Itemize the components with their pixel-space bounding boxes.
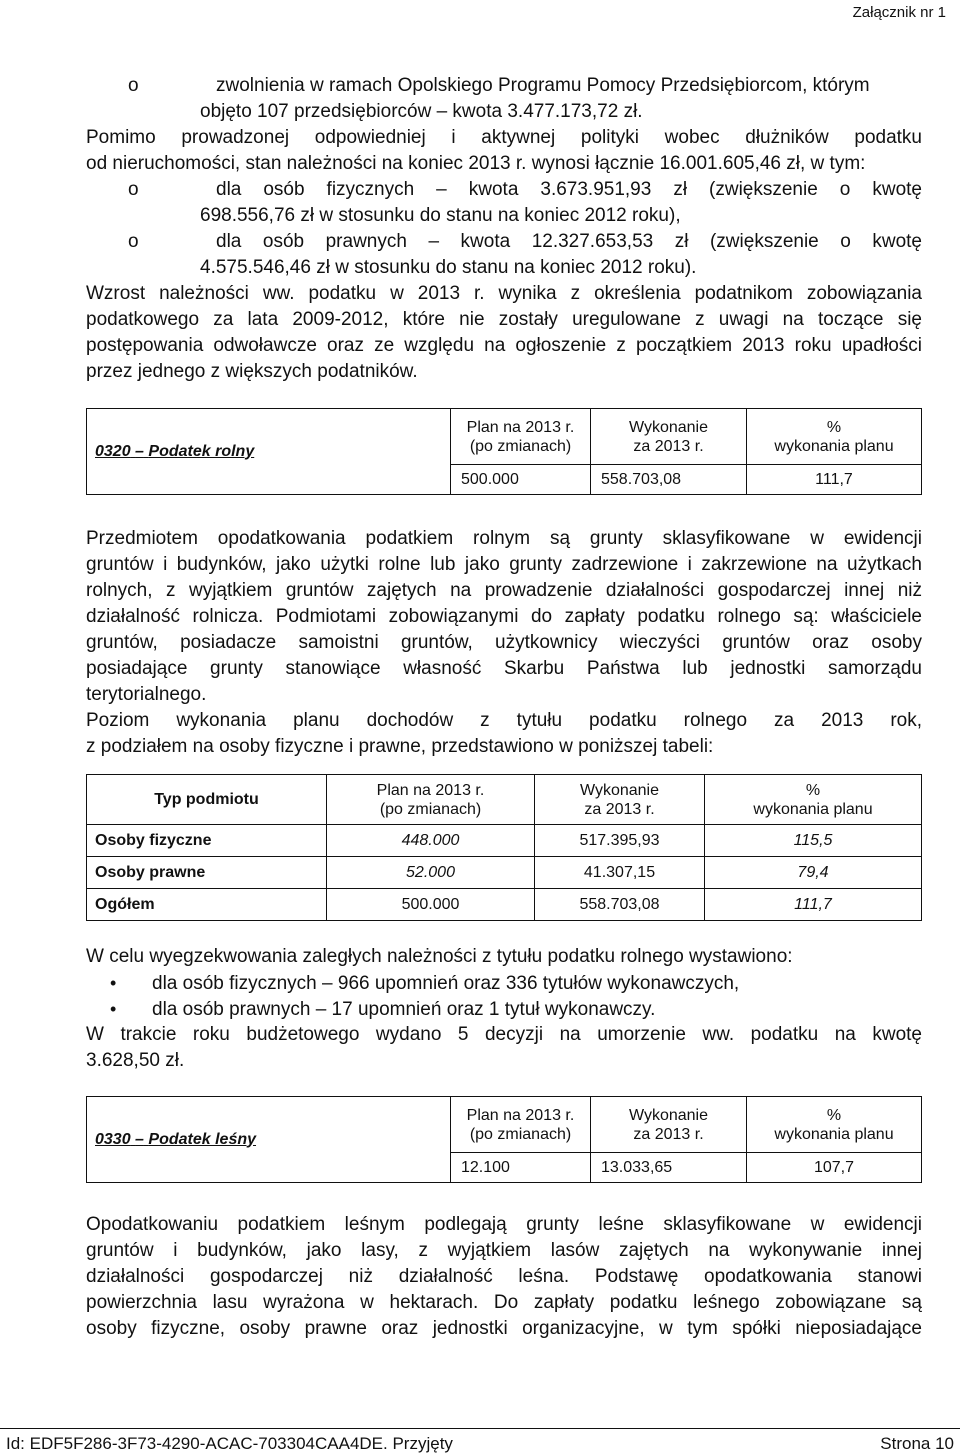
row-label: Osoby prawne xyxy=(87,857,327,889)
growth-line-4: przez jednego z większych podatników. xyxy=(86,361,418,382)
row-exec: 41.307,15 xyxy=(535,857,705,889)
exec-header: Wykonanie za 2013 r. xyxy=(591,409,747,465)
bullet-marker: o xyxy=(128,179,139,200)
sub-bullet-legal xyxy=(128,229,922,255)
growth-line-1: Wzrost należności ww. podatku w 2013 r. wynika z określenia podatnikom zobowiązania xyxy=(86,283,922,304)
exec-header: Wykonanie za 2013 r. xyxy=(591,1097,747,1153)
rolny-line-6: posiadające grunty stanowiące własność Skarbu Państwa lub jednostki samorządu xyxy=(86,658,922,679)
intro-bullet-1-line-1: zwolnienia w ramach Opolskiego Programu Pomocy Przedsiębiorcom, którym xyxy=(216,75,870,96)
lesny-line-3: działalności gospodarczej niż działalność leśna. Podstawę opodatkowania stanowi xyxy=(86,1266,922,1287)
decisions-line-2: 3.628,50 zł. xyxy=(86,1050,185,1071)
table-row xyxy=(87,825,922,857)
section-0320-pct: 111,7 xyxy=(747,465,922,495)
footer-divider xyxy=(0,1428,960,1429)
row-plan: 448.000 xyxy=(327,825,535,857)
lesny-line-5: osoby fizyczne, osoby prawne oraz jednostki organizacyjne, w tym spółki nieposiadające xyxy=(86,1318,922,1339)
section-0320-plan: 500.000 xyxy=(451,465,591,495)
intro-paragraph-line-2: od nieruchomości, stan należności na koniec 2013 r. wynosi łącznie 16.001.605,46 zł, w tym: xyxy=(86,153,866,174)
intro-paragraph-line-1: Pomimo prowadzonej odpowiedniej i aktywnej polityki wobec dłużników podatku xyxy=(86,127,922,148)
collection-intro: W celu wyegzekwowania zaległych należności z tytułu podatku rolnego wystawiono: xyxy=(86,946,793,967)
intro-bullet-1-line-2: objęto 107 przedsiębiorców – kwota 3.477.173,72 zł. xyxy=(200,101,643,122)
col-type-header: Typ podmiotu xyxy=(87,775,327,825)
decisions-line-1: W trakcie roku budżetowego wydano 5 decyzji na umorzenie ww. podatku na kwotę xyxy=(86,1024,922,1045)
section-0330-pct: 107,7 xyxy=(747,1153,922,1183)
rolny-line-9: z podziałem na osoby fizyczne i prawne, przedstawiono w poniższej tabeli: xyxy=(86,736,714,757)
section-0330-exec: 13.033,65 xyxy=(591,1153,747,1183)
sub-bullet-legal-line-1: dla osób prawnych – kwota 12.327.653,53 zł (zwiększenie o kwotę xyxy=(216,231,922,252)
row-exec: 517.395,93 xyxy=(535,825,705,857)
footer-document-id: Id: EDF5F286-3F73-4290-ACAC-703304CAA4DE. Przyjęty xyxy=(6,1434,453,1453)
growth-line-2: podatkowego za lata 2009-2012, które nie zostały uregulowane z uwagi na toczące się xyxy=(86,309,922,330)
row-plan: 52.000 xyxy=(327,857,535,889)
payer-type-table xyxy=(86,774,922,921)
lesny-line-1: Opodatkowaniu podatkiem leśnym podlegają grunty leśne sklasyfikowane w ewidencji xyxy=(86,1214,922,1235)
rolny-line-1: Przedmiotem opodatkowania podatkiem rolnym są grunty sklasyfikowane w ewidencji xyxy=(86,528,922,549)
lesny-line-2: gruntów i budynków, jako lasy, z wyjątkiem lasów zajętych na wykonywanie innej xyxy=(86,1240,922,1261)
sub-bullet-legal-line-2: 4.575.546,46 zł w stosunku do stanu na koniec 2012 roku). xyxy=(200,257,697,278)
section-0330-title: 0330 – Podatek leśny xyxy=(87,1097,451,1183)
row-label: Ogółem xyxy=(87,889,327,921)
sub-bullet-physical-line-2: 698.556,76 zł w stosunku do stanu na koniec 2012 roku), xyxy=(200,205,681,226)
rolny-line-8: Poziom wykonania planu dochodów z tytułu podatku rolnego za 2013 rok, xyxy=(86,710,922,731)
row-pct: 115,5 xyxy=(705,825,922,857)
pct-header: % wykonania planu xyxy=(705,775,922,825)
table-row xyxy=(87,857,922,889)
bullet-icon: • xyxy=(110,999,117,1019)
plan-header: Plan na 2013 r. (po zmianach) xyxy=(327,775,535,825)
exec-header: Wykonanie za 2013 r. xyxy=(535,775,705,825)
rolny-line-4: działalność rolnicza. Podmiotami zobowiązanymi do zapłaty podatku rolnego są: właściciele xyxy=(86,606,922,627)
rolny-line-2: gruntów i budynków, jako użytki rolne lub jako grunty zadrzewione i zakrzewione na użytkach xyxy=(86,554,922,575)
intro-bullet-1 xyxy=(128,73,922,99)
sub-bullet-physical xyxy=(128,177,922,203)
attachment-label: Załącznik nr 1 xyxy=(852,4,946,21)
growth-line-3: postępowania odwoławcze oraz ze względu na ogłoszenie z początkiem 2013 roku upadłości xyxy=(86,335,922,356)
pct-header: % wykonania planu xyxy=(747,409,922,465)
lesny-line-4: powierzchnia lasu wyrażona w hektarach. Do zapłaty podatku leśnego zobowiązane są xyxy=(86,1292,922,1313)
bullet-marker: o xyxy=(128,231,139,252)
bullet-icon: • xyxy=(110,973,117,993)
sub-bullet-physical-line-1: dla osób fizycznych – kwota 3.673.951,93 zł (zwiększenie o kwotę xyxy=(216,179,922,200)
pct-header: % wykonania planu xyxy=(747,1097,922,1153)
plan-header: Plan na 2013 r. (po zmianach) xyxy=(451,409,591,465)
table-row xyxy=(87,889,922,921)
row-plan: 500.000 xyxy=(327,889,535,921)
plan-header: Plan na 2013 r. (po zmianach) xyxy=(451,1097,591,1153)
section-0330-summary xyxy=(86,1096,922,1183)
rolny-line-3: rolnych, z wyjątkiem gruntów zajętych na prowadzenie działalności gospodarczej innej niż xyxy=(86,580,922,601)
section-0320-title: 0320 – Podatek rolny xyxy=(87,409,451,495)
row-pct: 111,7 xyxy=(705,889,922,921)
section-0320-summary xyxy=(86,408,922,495)
collection-bullet-2: • dla osób prawnych – 17 upomnień oraz 1 tytuł wykonawczy. xyxy=(110,996,655,1023)
section-0320-exec: 558.703,08 xyxy=(591,465,747,495)
row-pct: 79,4 xyxy=(705,857,922,889)
collection-bullet-1: • dla osób fizycznych – 966 upomnień oraz 336 tytułów wykonawczych, xyxy=(110,970,739,997)
row-label: Osoby fizyczne xyxy=(87,825,327,857)
rolny-line-5: gruntów, posiadacze samoistni gruntów, użytkownicy wieczyści gruntów oraz osoby xyxy=(86,632,922,653)
footer-page-number: Strona 10 xyxy=(880,1434,954,1453)
bullet-marker: o xyxy=(128,75,139,96)
rolny-line-7: terytorialnego. xyxy=(86,684,207,705)
section-0330-plan: 12.100 xyxy=(451,1153,591,1183)
row-exec: 558.703,08 xyxy=(535,889,705,921)
